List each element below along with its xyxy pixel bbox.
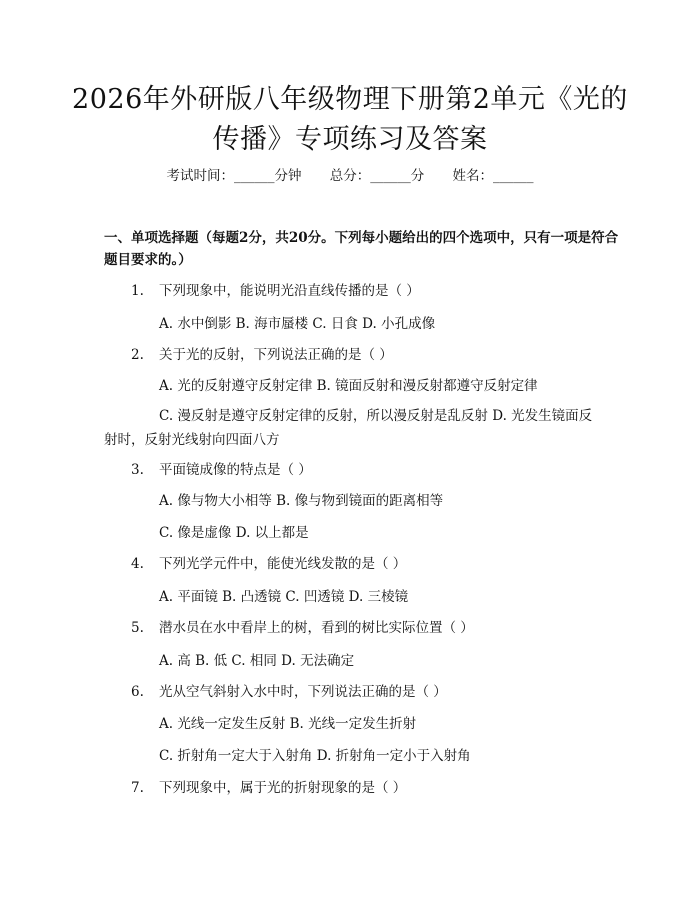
question-2 bbox=[131, 345, 393, 365]
question-text: 下列现象中，能说明光沿直线传播的是（ ） bbox=[159, 283, 420, 299]
question-4-options: A. 平面镜 B. 凸透镜 C. 凹透镜 D. 三棱镜 bbox=[159, 589, 409, 605]
question-number: 5. bbox=[131, 620, 144, 636]
question-1-options: A. 水中倒影 B. 海市蜃楼 C. 日食 D. 小孔成像 bbox=[159, 316, 436, 332]
question-3 bbox=[131, 460, 312, 480]
total-score: 总分：______分 bbox=[329, 168, 425, 184]
question-2-options-c: C. 漫反射是遵守反射定律的反射，所以漫反射是乱反射 D. 光发生镜面反射时，反射光线射向四面八方 bbox=[104, 408, 593, 448]
question-text: 关于光的反射，下列说法正确的是（ ） bbox=[159, 347, 393, 363]
section-heading: 一、单项选择题（每题2分，共20分。下列每小题给出的四个选项中，只有一项是符合题目要求的。） bbox=[104, 230, 619, 268]
question-number: 2. bbox=[131, 347, 144, 363]
question-number: 1. bbox=[131, 283, 144, 299]
question-text: 平面镜成像的特点是（ ） bbox=[159, 462, 312, 478]
question-number: 3. bbox=[131, 462, 144, 478]
question-3-options-c: C. 像是虚像 D. 以上都是 bbox=[159, 525, 309, 541]
question-3-options-a: A. 像与物大小相等 B. 像与物到镜面的距离相等 bbox=[159, 493, 444, 509]
question-6-options-a: A. 光线一定发生反射 B. 光线一定发生折射 bbox=[159, 716, 417, 732]
document-title: 2026年外研版八年级物理下册第2单元《光的传播》专项练习及答案 bbox=[72, 84, 628, 155]
question-text: 下列光学元件中，能使光线发散的是（ ） bbox=[159, 556, 407, 572]
question-7 bbox=[131, 778, 406, 798]
question-text: 下列现象中，属于光的折射现象的是（ ） bbox=[159, 780, 407, 796]
exam-info bbox=[0, 166, 700, 186]
question-6-options-c: C. 折射角一定大于入射角 D. 折射角一定小于入射角 bbox=[159, 748, 471, 764]
exam-time: 考试时间：______分钟 bbox=[166, 168, 302, 184]
question-6 bbox=[131, 682, 447, 702]
question-number: 4. bbox=[131, 556, 144, 572]
question-number: 6. bbox=[131, 684, 144, 700]
question-1 bbox=[131, 281, 420, 301]
question-5 bbox=[131, 618, 474, 638]
student-name: 姓名：______ bbox=[452, 168, 534, 184]
question-2-options-a: A. 光的反射遵守反射定律 B. 镜面反射和漫反射都遵守反射定律 bbox=[159, 378, 538, 394]
question-number: 7. bbox=[131, 780, 144, 796]
question-text: 潜水员在水中看岸上的树，看到的树比实际位置（ ） bbox=[159, 620, 474, 636]
question-4 bbox=[131, 554, 406, 574]
question-text: 光从空气斜射入水中时，下列说法正确的是（ ） bbox=[159, 684, 447, 700]
question-5-options: A. 高 B. 低 C. 相同 D. 无法确定 bbox=[159, 653, 355, 669]
